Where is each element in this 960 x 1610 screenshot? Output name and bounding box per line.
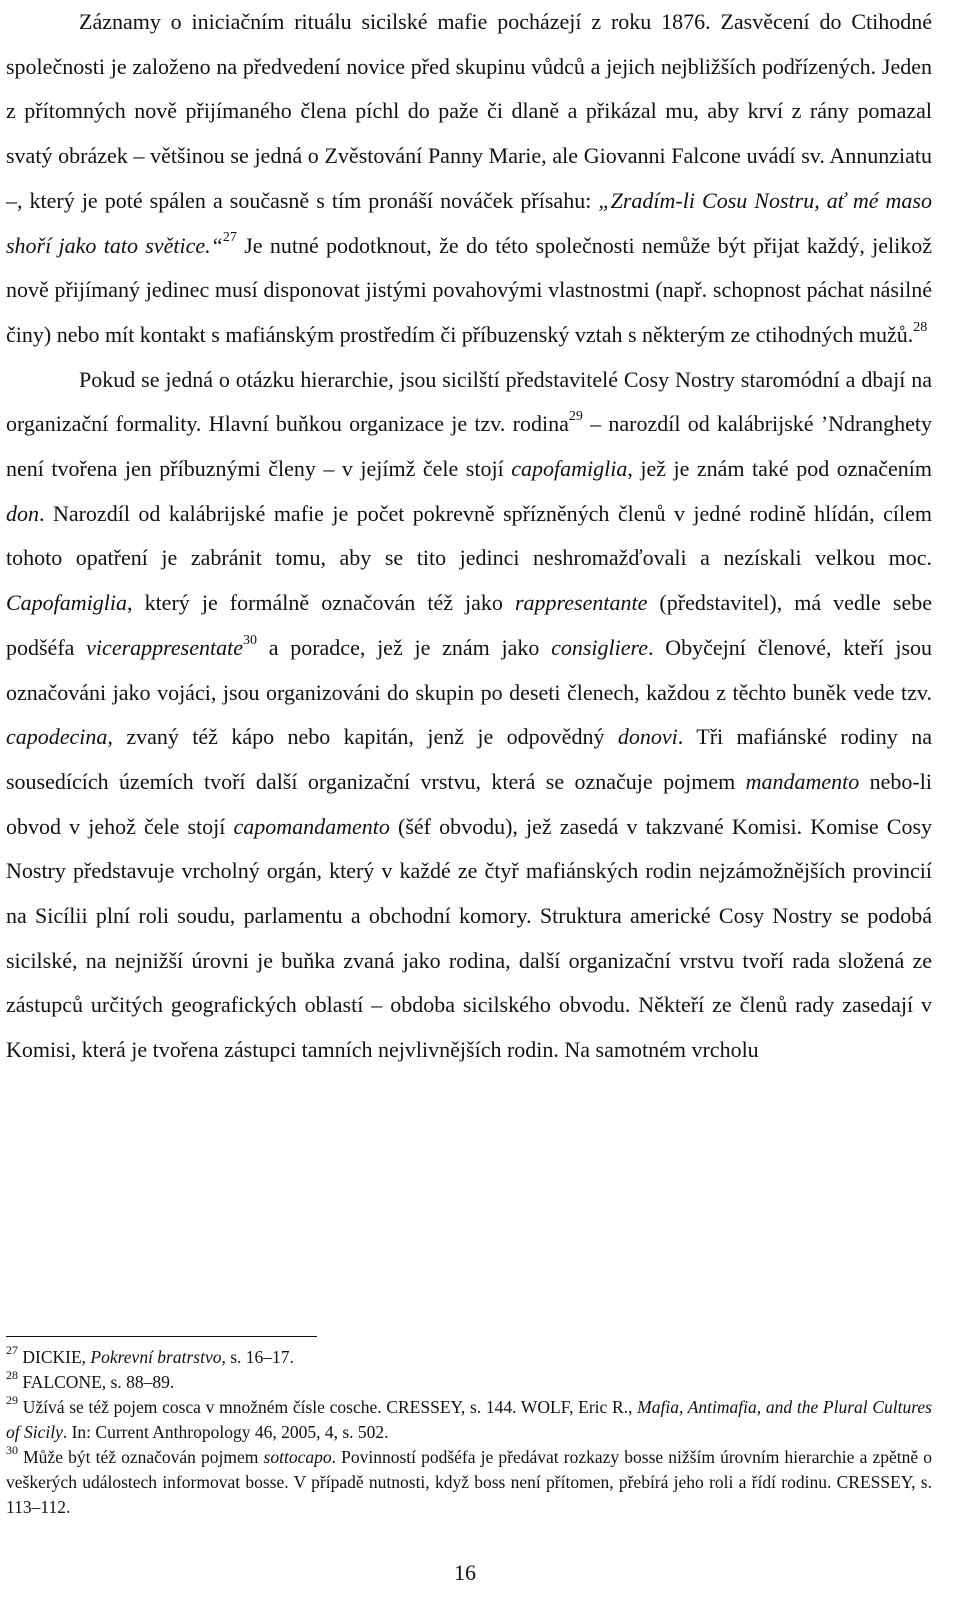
footnote xyxy=(6,1395,932,1445)
text-run: , s. 16–17. xyxy=(221,1347,294,1367)
text-run: . In: Current Anthropology 46, 2005, 4, s. 502. xyxy=(62,1422,389,1442)
italic-term: Pokrevní bratrstvo xyxy=(90,1347,222,1367)
text-run: Užívá se též pojem cosca v množném čísle cosche. CRESSEY, s. 144. WOLF, Eric R., xyxy=(18,1397,638,1417)
text-run: , zvaný též kápo nebo kapitán, jenž je odpovědný xyxy=(107,724,618,750)
text-run: nebo-li obvod v jehož čele stojí xyxy=(6,768,932,839)
footnote-ref: 28 xyxy=(6,1368,18,1383)
footnote-ref: 27 xyxy=(6,1343,18,1358)
text-run: , který je formálně označován též jako xyxy=(127,590,515,616)
italic-term: Mafia, Antimafia, and the Plural Cultures of Sicily xyxy=(6,1397,932,1442)
italic-term: vicerappresentate xyxy=(86,634,243,660)
text-run: . Narozdíl od kalábrijské mafie je počet pokrevně spřízněných členů v jedné rodině hlídán, cílem tohoto opatření je zabránit tomu, aby se tito jedinci neshromažďovali a nezískali velkou moc. xyxy=(6,500,932,571)
text-run: (představitel), má vedle sebe podšéfa xyxy=(6,590,932,660)
footnote-separator xyxy=(6,1336,317,1337)
body-text xyxy=(6,0,932,1073)
italic-term: consigliere xyxy=(551,634,649,660)
text-run: Záznamy o iniciačním rituálu sicilské mafie pocházejí z roku 1876. Zasvěcení do Ctihodné společnosti je založeno na předvedení novice před skupinu vůdců a jejich nejbližších podřízených. Jeden z přítomných nově přijímaného člena píchl do paže či dlaně a přikázal mu, aby krví z rány pomazal svatý obrázek – většinou se jedná o Zvěstování Panny Marie, ale Giovanni Falcone uvádí sv. Annunziatu –, který je poté spálen a současně s tím pronáší nováček přísahu: xyxy=(6,9,932,213)
footnote-ref: 29 xyxy=(6,1393,18,1408)
page-number: 16 xyxy=(454,1560,476,1585)
footnotes xyxy=(6,1345,932,1520)
text-run: – narozdíl od kalábrijské ’Ndranghety není tvořena jen příbuznými členy – v jejímž čele stojí xyxy=(6,411,932,482)
footnote xyxy=(6,1445,932,1520)
italic-term: Capofamiglia xyxy=(6,590,128,616)
italic-term: capomandamento xyxy=(233,813,390,839)
text-run: FALCONE, s. 88–89. xyxy=(18,1372,175,1392)
italic-term: capodecina xyxy=(6,724,108,750)
italic-term: don xyxy=(6,500,39,526)
text-run: . Tři mafiánské rodiny na sousedících územích tvoří další organizační vrstvu, která se označuje pojmem xyxy=(6,724,932,794)
footnote-ref: 30 xyxy=(6,1443,18,1458)
paragraph xyxy=(6,358,932,1073)
footnote-ref: 27 xyxy=(222,230,237,246)
text-run: Může být též označován pojmem xyxy=(18,1447,264,1467)
paragraph xyxy=(6,0,932,358)
italic-term: mandamento xyxy=(745,768,860,794)
text-run: , jež je znám také pod označením xyxy=(627,456,932,482)
footnote-ref: 29 xyxy=(568,409,583,424)
text-run: (šéf obvodu), jež zasedá v takzvané Komisi. Komise Cosy Nostry představuje vrcholný orgán, který v každé ze čtyř mafiánských rodin nejzámožnějších provincií na Sicílii plní roli soudu, parlamentu a obchodní komory. Struktura americké Cosy Nostry se podobá sicilské, na nejnižší úrovni je buňka zvaná jako rodina, další organizační vrstvu tvoří rada složená ze zástupců určitých geografických oblastí – obdoba sicilského obvodu. Někteří ze členů rady zasedají v Komisi, která je tvořena zástupci tamních nejvlivnějších rodin. Na samotném vrcholu xyxy=(6,813,933,1063)
italic-term: sottocapo xyxy=(263,1447,332,1467)
text-run: Je nutné podotknout, že do této společnosti nemůže být přijat každý, jelikož nově přijímaný jedinec musí disponovat jistými povahovými vlastnostmi (např. schopnost páchat násilné činy) nebo mít kontakt s mafiánským prostředím či příbuzenský vztah s některým ze ctihodných mužů. xyxy=(6,232,933,347)
footnote-ref: 30 xyxy=(242,632,257,648)
italic-term: donovi xyxy=(617,724,678,750)
italic-term: capofamiglia xyxy=(511,456,628,482)
footnote-ref: 28 xyxy=(913,319,928,335)
text-run: Pokud se jedná o otázku hierarchie, jsou sicilští představitelé Cosy Nostry staromódní a dbají na organizační formality. Hlavní buňkou organizace je tzv. rodina xyxy=(6,366,932,437)
text-run: . Povinností podšéfa je předávat rozkazy bosse nižším úrovním hierarchie a zpětně o veškerých událostech informovat bosse. V případě nutnosti, když boss není přítomen, přebírá jeho roli a řídí rodinu. CRESSEY, s. 113–112. xyxy=(6,1447,932,1517)
text-run: . Obyčejní členové, kteří jsou označováni jako vojáci, jsou organizováni do skupin po deseti členech, každou z těchto buněk vede tzv. xyxy=(6,634,933,705)
footnote xyxy=(6,1370,932,1395)
text-run: a poradce, jež je znám jako xyxy=(256,634,552,660)
italic-term: rappresentante xyxy=(514,590,648,616)
footnote xyxy=(6,1345,932,1370)
italic-term: „Zradím-li Cosu Nostru, ať mé maso shoří jako tato světice.“ xyxy=(6,187,932,258)
text-run: DICKIE, xyxy=(18,1347,91,1367)
